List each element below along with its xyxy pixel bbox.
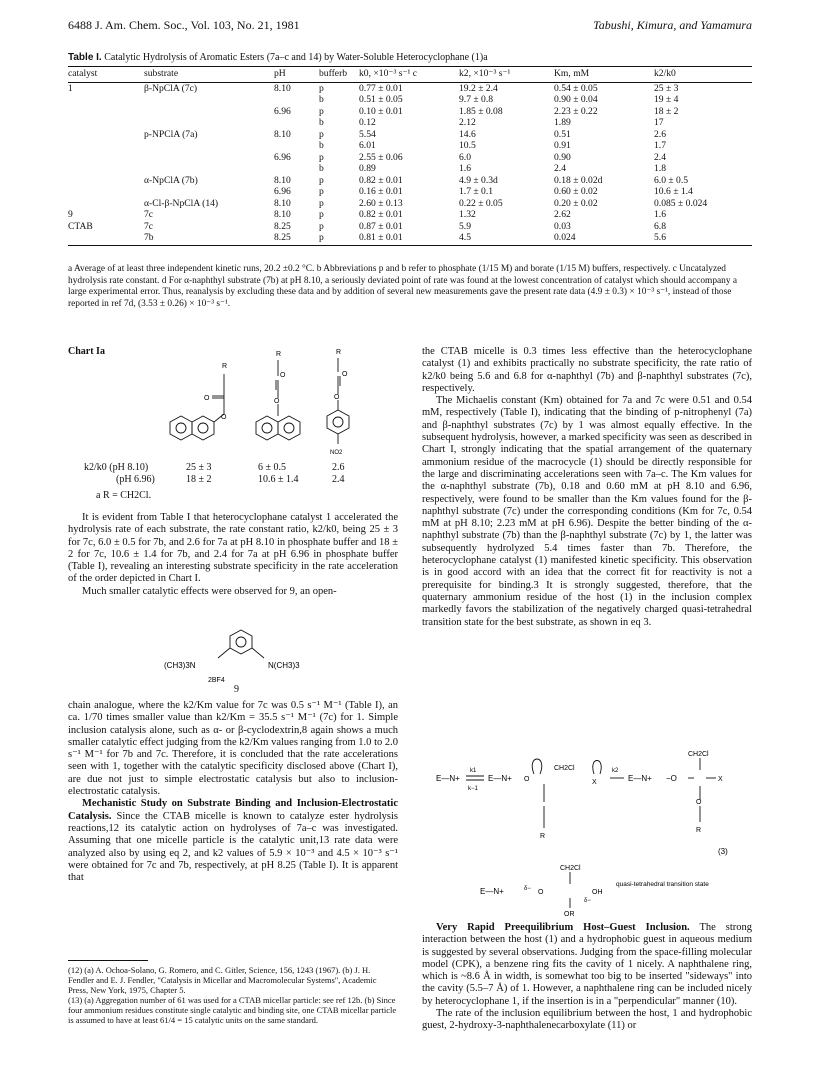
table-footnote: a Average of at least three independent kinetic runs, 20.2 ±0.2 °C. b Abbreviations p and b refer to phosphate (1/15 M) and borate (1/15 M) buffers, respectively. c Uncatalyzed hydrolysis rate constant. d For α-naphthyl substrate (7b) at pH 8.10, a seriously deviated point of rate was found at the lowest concentration of catalyst which should accompany a large experimental error. Thus, reanalysis by excluding these data and by addition of several new measurements gave the present rate data (4.9 ± 0.3) × 10⁻³ s⁻¹, instead of those reported in ref 7d, (3.53 ± 0.26) × 10⁻³ s⁻¹.	[68, 264, 738, 309]
compound-9-label: 9	[234, 684, 239, 695]
table-cell: 0.10 ± 0.01	[359, 105, 403, 117]
reference-12: (12) (a) A. Ochoa-Solano, G. Romero, and C. Gitler, Science, 156, 1243 (1967). (b) J. H. Fendler and E. J. Fendler, "Catalysis in Micellar and Macromolecular Systems", Academic Press, New York, 1975, Chapter 5.	[68, 965, 377, 995]
eq3-o: O	[524, 776, 530, 783]
chart-1-value: 25 ± 3	[186, 462, 212, 473]
table-cell: 19 ± 4	[654, 94, 679, 105]
ts-delta-1: δ−	[524, 886, 531, 892]
ts-ch2cl: CH2Cl	[560, 865, 581, 872]
transition-state-scheme	[480, 862, 752, 918]
table-cell: 0.12	[359, 117, 376, 128]
references	[68, 960, 398, 1025]
table-cell: 2.6	[654, 128, 666, 140]
table-cell: 10.5	[459, 140, 476, 151]
table-cell: p	[319, 82, 324, 94]
table-cell: 8.25	[274, 220, 291, 232]
table-cell: 8.25	[274, 232, 319, 245]
table-cell: p	[319, 209, 324, 220]
equation-3-scheme	[422, 748, 752, 858]
paragraph	[68, 798, 398, 884]
table-cell: 1.89	[554, 117, 571, 128]
paragraph: The Michaelis constant (Km) obtained for 7a and 7c were 0.51 and 0.54 mM, respectively (Table I), indicating that the binding of p-nitrophenyl (7a) and β-naphthyl substrates (7c) by 1 was almost equally effective. In the subsequent hydrolysis, however, a marked specificity was seen as described in Chart I, strongly indicating that the spatial arrangement of the quaternary ammonium residue of the macrocycle (1) should be directly responsible for the large and discriminating accelerations seen with 7a–c. The Km values for the α-naphthyl substrate (7b), 0.18 and 0.60 mM at pH 8.10 and 6.96, respectively, were found to be smaller than the Km values found for the β-naphthyl substrate (7c) under the corresponding conditions (Km for 7c, 0.54 mM at pH 8.10; 2.23 mM at pH 6.96). Despite the better binding of the α-naphthyl substrate (7b) than the β-naphthyl substrate (7c) by 1, the latter was subsequently hydrolyzed 5.4 times faster than 7b. Therefore, the heterocyclophane catalyst (1) manifested kinetic specificity. This observation is in good accord with an idea that the correct fit for reactivity is not a prerequisite for binding.3 It is strongly suggested, therefore, that the quaternary ammonium residue of the host (1) in the inclusion complex markedly favors the stabilization of the negatively charged quasi-tetrahedral transition state for the best substrate, as shown in eq 3.	[422, 395, 752, 628]
table-cell: 0.20 ± 0.02	[554, 197, 598, 209]
table-cell: α-NpClA (7b)	[144, 174, 198, 186]
paragraph: Much smaller catalytic effects were observed for 9, an open-	[82, 585, 337, 597]
table-column-header: catalyst	[68, 67, 144, 83]
table-cell	[68, 140, 144, 152]
table-cell: 19.2 ± 2.4	[459, 82, 498, 94]
table-cell: β-NpClA (7c)	[144, 82, 198, 94]
left-column-text-1	[68, 512, 398, 598]
table-cell: 0.60 ± 0.02	[554, 186, 598, 197]
no2-label: NO2	[330, 450, 343, 456]
table-cell	[68, 106, 144, 118]
table-cell: 1.6	[459, 163, 471, 174]
ts-en: E—N+	[480, 887, 504, 896]
table-row	[68, 140, 752, 152]
table-cell: 0.77 ± 0.01	[359, 82, 403, 94]
table-caption-label: Table I.	[68, 52, 102, 63]
table-cell: b	[319, 163, 324, 174]
ts-oh: OH	[592, 889, 603, 896]
table-cell: p	[319, 105, 324, 117]
table-cell: 1.7 ± 0.1	[459, 186, 494, 197]
table-cell: 1.7	[654, 140, 666, 151]
table-cell	[144, 117, 274, 129]
chart-1-value: 2.4	[332, 474, 345, 485]
chart-1-structures	[150, 340, 400, 458]
table-cell: 6.96	[274, 151, 291, 163]
chart-1-row-label-2: (pH 6.96)	[116, 474, 155, 485]
table-column-header: Km, mM	[554, 67, 654, 83]
chart-1-label: Chart Ia	[68, 346, 105, 357]
eq3-r-2: R	[696, 827, 702, 834]
table-cell: 10.6 ± 1.4	[654, 186, 693, 197]
table-cell: 6.01	[359, 140, 376, 151]
r-label-1: R	[222, 363, 228, 370]
table-cell	[68, 117, 144, 129]
table-row	[68, 175, 752, 187]
table-cell: 8.10	[274, 209, 291, 220]
table-cell: 6.96	[274, 186, 291, 197]
eq3-x-2: X	[718, 776, 723, 783]
eq3-k2: k2	[612, 768, 619, 774]
chart-1-value: 10.6 ± 1.4	[258, 474, 299, 485]
table-row	[68, 94, 752, 106]
eq3-number: (3)	[718, 847, 728, 856]
table-cell: 0.81 ± 0.01	[359, 232, 459, 245]
table-cell	[68, 94, 144, 106]
table-cell: 5.6	[654, 232, 752, 245]
paragraph: chain analogue, where the k2/Km value for 7c was 0.5 s⁻¹ M⁻¹ (Table I), an ca. 1/70 times smaller value than k2/Km = 35.5 s⁻¹ M⁻¹ (7c) for 1. Simple inclusion catalysis alone, such as α- or β-cyclodextrin,8 again shows a much smaller catalytic effect judging from the k2/Km values ranging from 1.0 to 2.0 s⁻¹ M⁻¹ for 7b and 7c. Therefore, it is concluded that the rate accelerations seen with 1, together with the catalytic specificity disclosed above (Chart I), are due not just to simple electrostatic catalysis but also to inclusion-electrostatic catalysis.	[68, 700, 398, 798]
table-cell	[68, 198, 144, 210]
beta-naphthyl-ester-structure	[170, 374, 224, 440]
table-cell: p-NPClA (7a)	[144, 128, 198, 140]
table-row	[68, 198, 752, 210]
ts-label-text: quasi-tetrahedral transition state	[616, 881, 709, 888]
table-cell: 6.0	[459, 151, 471, 163]
eq3-km1: k−1	[468, 786, 478, 792]
table-cell: 17	[654, 117, 664, 128]
table-cell: 0.51 ± 0.05	[359, 94, 403, 105]
table-cell	[68, 163, 144, 175]
ts-delta-2: δ−	[584, 898, 591, 904]
table-cell: 0.82 ± 0.01	[359, 174, 403, 186]
table-column-header: substrate	[144, 67, 274, 83]
table-cell: 8.10	[274, 128, 291, 140]
table-cell: 0.024	[554, 232, 654, 245]
paragraph: The rate of the inclusion equilibrium between the host, 1 and hydrophobic guest, 2-hydroxy-3-naphthalenecarboxylate (11) or	[422, 1008, 752, 1032]
table-row	[68, 163, 752, 175]
table-row	[68, 117, 752, 129]
eq3-ch2cl-2: CH2Cl	[688, 751, 709, 758]
table-cell	[68, 175, 144, 187]
table-cell: 0.03	[554, 220, 571, 232]
table-cell: 2.23 ± 0.22	[554, 105, 598, 117]
table-cell: 8.10	[274, 174, 291, 186]
table-cell: p	[319, 197, 324, 209]
table-cell: p	[319, 220, 324, 232]
table-cell	[144, 163, 274, 175]
table-cell: CTAB	[68, 220, 93, 232]
ts-or: OR	[564, 911, 575, 918]
table-cell: 1.8	[654, 163, 666, 174]
table-cell	[144, 94, 274, 106]
table-cell	[274, 117, 319, 129]
table-cell	[144, 106, 274, 118]
eq3-r-1: R	[540, 833, 546, 840]
table-cell: 0.91	[554, 140, 571, 151]
table-cell	[68, 186, 144, 198]
table-column-header: k2/k0	[654, 67, 752, 83]
table-row	[68, 152, 752, 164]
table-cell: 14.6	[459, 128, 476, 140]
paragraph: It is evident from Table I that heterocyclophane catalyst 1 accelerated the hydrolysis rate of each substrate, the rate constant ratio, k2/k0, being 25 ± 3 for 7c, 6.0 ± 0.5 for 7b, and 2.6 for 7a at pH 8.10 in phosphate buffer and 18 ± 2 for 7c, 10.6 ± 1.4 for 7b, and 2.4 for 7a at pH 6.96 in phosphate buffer (Table I), revealing an interesting substrate specificity in the rate acceleration of the order depicted in Chart I.	[68, 512, 398, 585]
table-column-header: k0, ×10⁻³ s⁻¹ c	[359, 67, 459, 83]
eq3-minus-o: −O	[666, 774, 677, 783]
table-1	[68, 66, 752, 246]
r-label-3: R	[336, 349, 342, 356]
table-cell: 1	[68, 82, 73, 94]
table-cell: 9.7 ± 0.8	[459, 94, 494, 105]
table-caption	[68, 52, 752, 63]
table-row	[68, 106, 752, 118]
ts-o: O	[538, 889, 544, 896]
table-row	[68, 186, 752, 198]
running-header	[68, 18, 752, 34]
eq3-o-2: O	[696, 799, 702, 806]
table-cell: 0.90	[554, 151, 571, 163]
table-caption-text: Catalytic Hydrolysis of Aromatic Esters (7a–c and 14) by Water-Soluble Heterocyclophane (1)a	[104, 52, 488, 63]
table-cell: 2.4	[654, 151, 666, 163]
eq3-en-3: E—N+	[628, 774, 652, 783]
table-cell: b	[319, 117, 324, 128]
chart-1-value: 2.6	[332, 462, 345, 473]
table-cell: 1.32	[459, 209, 476, 220]
table-cell: b	[319, 140, 324, 151]
table-cell: p	[319, 151, 324, 163]
table-row	[68, 209, 752, 221]
footnote-rule	[68, 960, 148, 961]
eq3-k1: k1	[470, 768, 477, 774]
table-cell: 9	[68, 209, 73, 220]
table-cell: 5.9	[459, 220, 471, 232]
left-column-text-2	[68, 700, 398, 884]
eq3-en-1: E—N+	[436, 774, 460, 783]
table-cell: 7b	[144, 232, 274, 245]
table-cell: 2.12	[459, 117, 476, 128]
table-cell: 8.10	[274, 197, 291, 209]
table-cell: p	[319, 174, 324, 186]
compound-9-counterion: 2BF4	[208, 677, 225, 684]
section-heading: Very Rapid Preequilibrium Host–Guest Inclusion.	[436, 922, 690, 933]
table-cell: 0.51	[554, 128, 571, 140]
table-row	[68, 221, 752, 233]
table-cell: 7c	[144, 220, 154, 232]
table-cell	[274, 163, 319, 175]
table-column-header: k2, ×10⁻³ s⁻¹	[459, 67, 554, 83]
table-cell: 0.82 ± 0.01	[359, 209, 403, 220]
table-cell: 18 ± 2	[654, 105, 679, 117]
table-cell	[144, 140, 274, 152]
ts-label	[616, 881, 709, 888]
table-cell: b	[319, 94, 324, 105]
compound-9-structure	[160, 624, 360, 692]
paragraph-text: Since the CTAB micelle is known to catalyze ester hydrolysis reactions,12 its catalytic action on hydrolyses of 7a–c was investigated. Assuming that one micelle particle is the catalytic unit,13 rate data were analyzed also by using eq 2, and k2 values of 5.9 × 10⁻³ and 4.5 × 10⁻³ s⁻¹ were obtained for 7c and 7b, respectively, at pH 8.25 (Table I). It is apparent that	[68, 810, 398, 884]
o-label-2: O	[280, 372, 286, 379]
table-cell: p	[319, 186, 324, 197]
o-label-3: O	[342, 371, 348, 378]
table-cell	[274, 140, 319, 152]
o-label-2b: O	[274, 398, 280, 405]
table-cell: 6.8	[654, 220, 666, 232]
table-cell: p	[319, 232, 359, 245]
table-row	[68, 82, 752, 94]
table-cell: 0.18 ± 0.02d	[554, 174, 603, 186]
compound-9-left-group: (CH3)3N	[164, 661, 196, 670]
chart-1-row-label-1: k2/k0 (pH 8.10)	[84, 462, 149, 473]
r-label-2: R	[276, 351, 282, 358]
table-cell: 7c	[144, 209, 154, 220]
table-cell: 8.10	[274, 82, 291, 94]
paragraph	[422, 922, 752, 1008]
table-cell: 1.6	[654, 209, 666, 220]
table-cell: 0.085 ± 0.024	[654, 197, 708, 209]
table-cell: α-Cl-β-NpClA (14)	[144, 197, 219, 209]
table-cell: 0.90 ± 0.04	[554, 94, 598, 105]
table-cell: 4.9 ± 0.3d	[459, 174, 498, 186]
table-cell: 6.0 ± 0.5	[654, 174, 689, 186]
o-label-1: O	[204, 395, 210, 402]
table-cell: 5.54	[359, 128, 376, 140]
eq3-ch2cl-1: CH2Cl	[554, 765, 575, 772]
table-row	[68, 232, 752, 245]
table-cell: 2.62	[554, 209, 571, 220]
table-cell	[144, 152, 274, 164]
chart-1-note: a R = CH2Cl.	[96, 490, 152, 501]
table-cell: p	[319, 128, 324, 140]
paragraph-text: The strong interaction between the host (1) and a hydrophobic guest in aqueous medium is suggested by several observations. Judging from the space-filling molecular model (CPK), a benzene ring fits the cavity of 1 nicely. A naphthalene ring, which is ~8.6 Å in width, is somewhat too big to be inserted "sideways" into the cavity (5.5–7 Å) of 1. However, a naphthalene ring can be included nicely by heterocyclophane 1, if the insertion is in a "perpendicular" manner (10).	[422, 922, 752, 1007]
table-cell	[68, 232, 144, 245]
table-cell: 0.22 ± 0.05	[459, 197, 503, 209]
table-cell: 6.96	[274, 105, 291, 117]
table-cell	[144, 186, 274, 198]
table-cell: 0.16 ± 0.01	[359, 186, 403, 197]
table-cell: 25 ± 3	[654, 82, 679, 94]
paragraph: the CTAB micelle is 0.3 times less effective than the heterocyclophane catalyst (1) and exhibits practically no substrate specificity, the rate ratio of k2/k0 being 5.6 and 6.8 for α-naphthyl (7b) and β-naphthyl substrates (7c), respectively.	[422, 346, 752, 394]
right-column-text-1	[422, 346, 752, 629]
table-cell: 2.55 ± 0.06	[359, 151, 403, 163]
table-body	[68, 82, 752, 245]
right-column-text-2	[422, 922, 752, 1033]
table-cell: 4.5	[459, 232, 554, 245]
reference-13: (13) (a) Aggregation number of 61 was used for a CTAB micellar particle: see ref 12b. (b) Since four ammonium residues constitute single catalytic and binding site, one CTAB micellar particle is assumed to have at least 61/4 = 15 catalytic units on the same standard.	[68, 995, 397, 1025]
author-running-head: Tabushi, Kimura, and Yamamura	[593, 18, 752, 32]
o-label-1b: O	[221, 414, 227, 421]
table-cell: 0.54 ± 0.05	[554, 82, 598, 94]
table-cell: 2.4	[554, 163, 566, 174]
table-row	[68, 129, 752, 141]
table-column-header: pH	[274, 67, 319, 83]
eq3-en-2: E—N+	[488, 774, 512, 783]
journal-citation: 6488 J. Am. Chem. Soc., Vol. 103, No. 21, 1981	[68, 18, 300, 32]
table-cell	[68, 129, 144, 141]
table-cell: 1.85 ± 0.08	[459, 105, 503, 117]
chart-1-value: 18 ± 2	[186, 474, 212, 485]
eq3-x-1: X	[592, 779, 597, 786]
table-header-row	[68, 67, 752, 83]
chart-1-value: 6 ± 0.5	[258, 462, 286, 473]
table-cell: 2.60 ± 0.13	[359, 197, 403, 209]
table-cell	[68, 152, 144, 164]
section-heading: Mechanistic Study on Substrate Binding and Inclusion-Electrostatic Catalysis.	[68, 798, 398, 822]
table-column-header: bufferb	[319, 67, 359, 83]
o-label-3b: O	[334, 394, 340, 401]
compound-9-right-group: N(CH3)3	[268, 661, 300, 670]
table-cell: 0.87 ± 0.01	[359, 220, 403, 232]
table-cell: 0.89	[359, 163, 376, 174]
table-cell	[274, 94, 319, 106]
